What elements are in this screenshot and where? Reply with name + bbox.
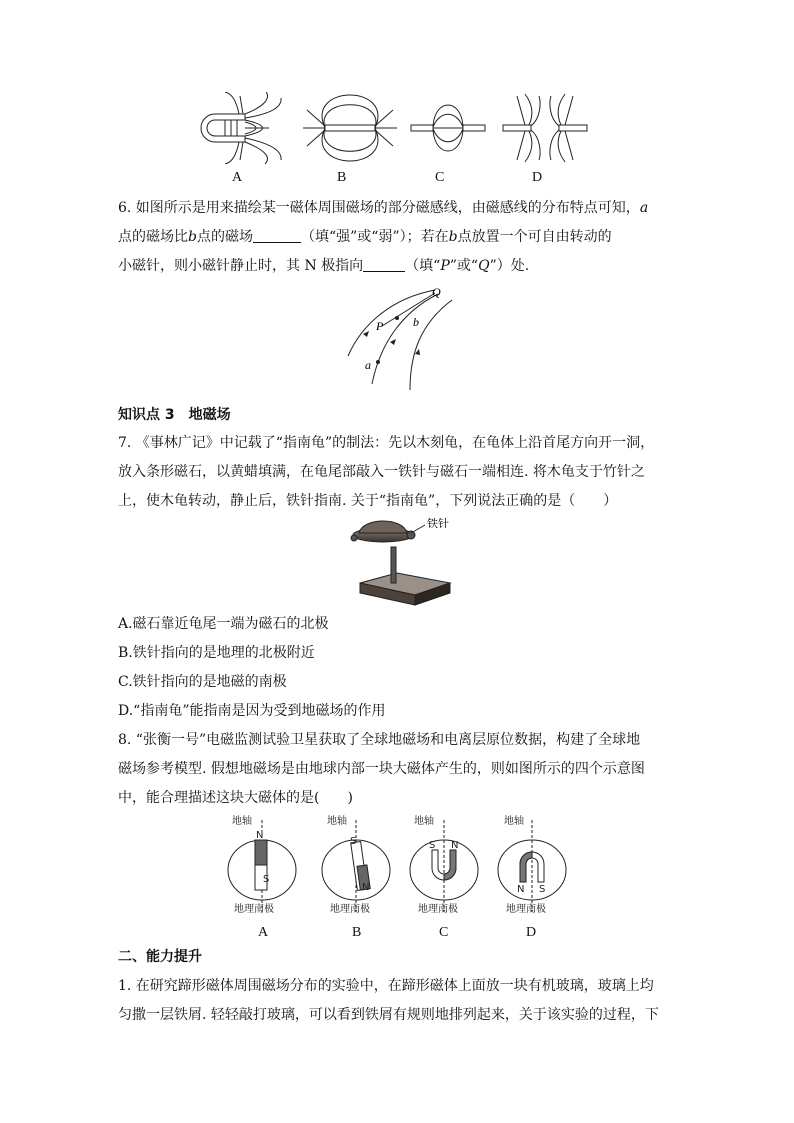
q8-line-1: 8. “张衡一号”电磁监测试验卫星获取了全球地磁场和电离层原位数据，构建了全球地 [118, 732, 641, 748]
q6-text: 小磁针，则小磁针静止时，其 N 极指向 [118, 258, 364, 274]
q8-label-d: D [526, 925, 537, 940]
q8-figure-a [228, 814, 296, 915]
q6-var-b: b [448, 229, 458, 245]
q6-line-3 [118, 256, 529, 276]
figure-label-a: A [232, 170, 243, 185]
q8-s-label: S [263, 874, 270, 885]
q6-var-a: a [639, 200, 649, 216]
q8-axis-label: 地轴 [327, 816, 347, 827]
magnet-field-figures [185, 92, 605, 164]
q7-option-d[interactable]: D.“指南龟”能指南是因为受到地磁场的作用 [118, 703, 386, 719]
q6-var-q: Q [478, 258, 490, 274]
q6-line-2 [118, 227, 612, 247]
q7-option-c[interactable]: C.铁针指向的是地磁的南极 [118, 674, 287, 690]
q6-answer-blank-1[interactable] [253, 228, 301, 243]
q8-label-c: C [439, 925, 449, 940]
q6-text: （填“强”或“弱”）；若在 [300, 229, 449, 245]
q6-text: 点的磁场 [196, 229, 253, 245]
figure-label-c: C [435, 170, 445, 185]
q7-option-a[interactable]: A.磁石靠近龟尾一端为磁石的北极 [118, 616, 329, 632]
q8-earth-magnet-figures [224, 812, 574, 942]
q6-text: 点的磁场比 [118, 229, 188, 245]
q8-axis-label: 地轴 [232, 816, 252, 827]
q8-n-label: N [256, 830, 264, 841]
q6-label-a: a [365, 358, 371, 372]
q6-var-p: P [440, 258, 450, 274]
q8-n-label: N [517, 884, 525, 895]
q6-label-p: P [376, 319, 384, 333]
q6-line-1 [118, 198, 648, 218]
q8-pole-label: 地理南极 [330, 904, 370, 915]
q8-figure-b [322, 814, 390, 915]
q7-option-b[interactable]: B.铁针指向的是地理的北极附近 [118, 645, 315, 661]
section-heading-ability: 二、能力提升 [118, 949, 202, 965]
b1-line-1: 1. 在研究蹄形磁体周围磁场分布的实验中，在蹄形磁体上面放一块有机玻璃，玻璃上均 [118, 978, 654, 994]
q6-text: ”）处. [489, 258, 530, 274]
figure-label-d: D [532, 170, 543, 185]
figure-d-repelling-magnets [503, 94, 587, 162]
q8-label-a: A [258, 925, 269, 940]
q8-s-label: S [350, 836, 357, 847]
q6-label-q: Q [432, 285, 441, 299]
figure-a-horseshoe-magnet [201, 92, 281, 164]
q7-line-1: 7. 《事林广记》中记载了“指南龟”的制法：先以木刻龟，在龟体上沿首尾方向开一洞， [118, 435, 655, 451]
q8-s-label: S [539, 884, 546, 895]
q7-line-3: 上，使木龟转动，静止后，铁针指南. 关于“指南龟”，下列说法正确的是（ ） [118, 493, 618, 509]
q8-line-2: 磁场参考模型. 假想地磁场是由地球内部一块大磁体产生的，则如图所示的四个示意图 [118, 761, 645, 777]
q7-compass-turtle-figure [345, 513, 465, 608]
q8-n-label: N [451, 840, 459, 851]
q8-s-label: S [429, 840, 436, 851]
q6-field-lines-figure [340, 284, 460, 394]
q6-label-b: b [413, 315, 419, 329]
q8-line-3: 中，能合理描述这块大磁体的是( ) [118, 790, 353, 806]
q7-line-2: 放入条形磁石，以黄蜡填满，在龟尾部敲入一铁针与磁石一端相连. 将木龟支于竹针之 [118, 464, 645, 480]
q6-var-b: b [188, 229, 197, 245]
q8-axis-label: 地轴 [504, 816, 524, 827]
q7-label-needle: 铁针 [427, 517, 449, 530]
q8-pole-label: 地理南极 [506, 904, 546, 915]
figure-b-bar-magnet [303, 95, 397, 161]
q6-text: 点放置一个可自由转动的 [457, 229, 612, 245]
q6-answer-blank-2[interactable] [363, 257, 405, 272]
section-heading-3: 知识点 3 地磁场 [118, 407, 231, 423]
q6-text: 6. 如图所示是用来描绘某一磁体周围磁场的部分磁感线，由磁感线的分布特点可知， [118, 200, 640, 216]
q8-figure-d [498, 814, 566, 915]
q6-text: ”或“ [449, 258, 479, 274]
q8-n-label: N [362, 882, 370, 893]
b1-line-2: 匀撒一层铁屑. 轻轻敲打玻璃，可以看到铁屑有规则地排列起来，关于该实验的过程，下 [118, 1007, 659, 1023]
q8-axis-label: 地轴 [414, 816, 434, 827]
q8-pole-label: 地理南极 [418, 904, 458, 915]
q8-figure-c [410, 814, 478, 915]
figure-c-attracting-magnets [411, 105, 485, 151]
q8-pole-label: 地理南极 [234, 904, 274, 915]
q6-text: （填“ [405, 258, 441, 274]
figure-label-b: B [337, 170, 347, 185]
q8-label-b: B [352, 925, 362, 940]
